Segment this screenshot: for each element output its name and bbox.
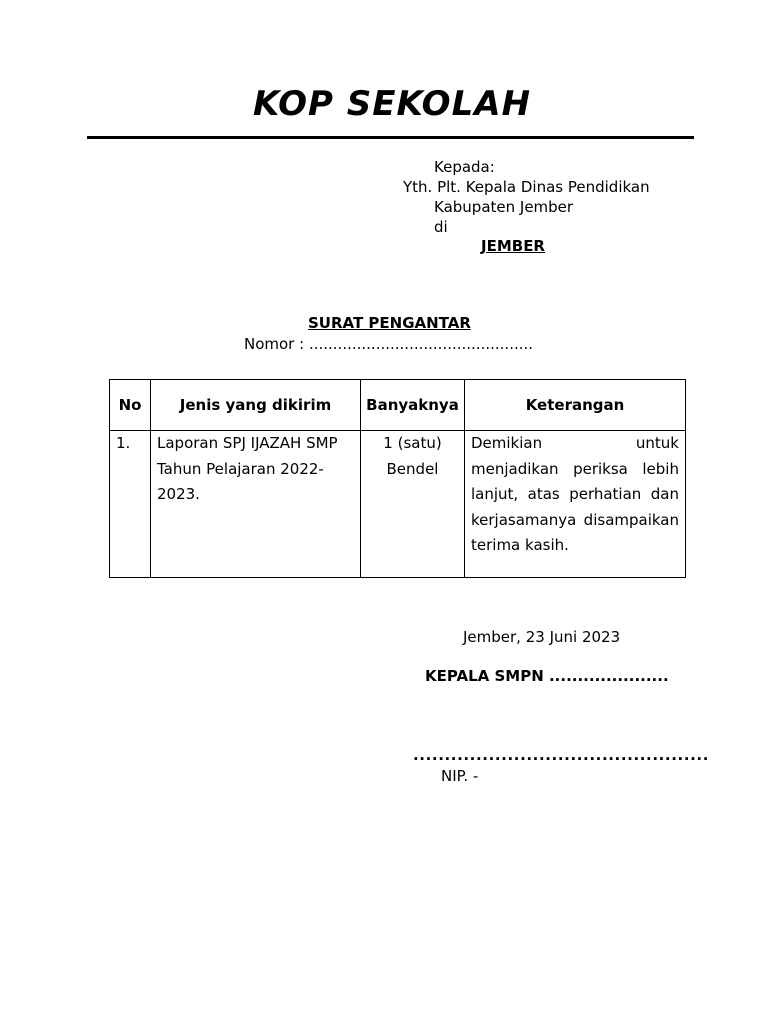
letter-title: SURAT PENGANTAR	[308, 314, 471, 332]
table-row	[110, 431, 686, 578]
cell-banyak: 1 (satu) Bendel	[361, 431, 465, 578]
signature-date: Jember, 23 Juni 2023	[463, 628, 621, 646]
cell-keterangan: Demikian untuk menjadikan periksa lebih lanjut, atas perhatian dan kerjasamanya disampaikan terima kasih.	[465, 431, 686, 578]
cell-jenis: Laporan SPJ IJAZAH SMP Tahun Pelajaran 2022-2023.	[151, 431, 361, 578]
address-region: Kabupaten Jember	[434, 198, 574, 216]
cell-no: 1.	[110, 431, 151, 578]
items-table	[109, 379, 686, 578]
header-keterangan: Keterangan	[465, 380, 686, 431]
header-no: No	[110, 380, 151, 431]
address-city: JEMBER	[481, 237, 545, 255]
header-jenis: Jenis yang dikirim	[151, 380, 361, 431]
letterhead-title: KOP SEKOLAH	[252, 84, 532, 124]
signature-position: KEPALA SMPN .....................	[425, 667, 669, 685]
table-header-row	[110, 380, 686, 431]
letter-number: Nomor : ...............................................	[244, 335, 534, 353]
signature-nip: NIP. -	[441, 767, 479, 785]
signature-name-line: ...............................................	[413, 746, 710, 764]
address-kepada: Kepada:	[434, 158, 495, 176]
address-recipient: Yth. Plt. Kepala Dinas Pendidikan	[403, 178, 650, 196]
letterhead-divider	[87, 136, 694, 139]
header-banyak: Banyaknya	[361, 380, 465, 431]
address-di: di	[434, 218, 448, 236]
